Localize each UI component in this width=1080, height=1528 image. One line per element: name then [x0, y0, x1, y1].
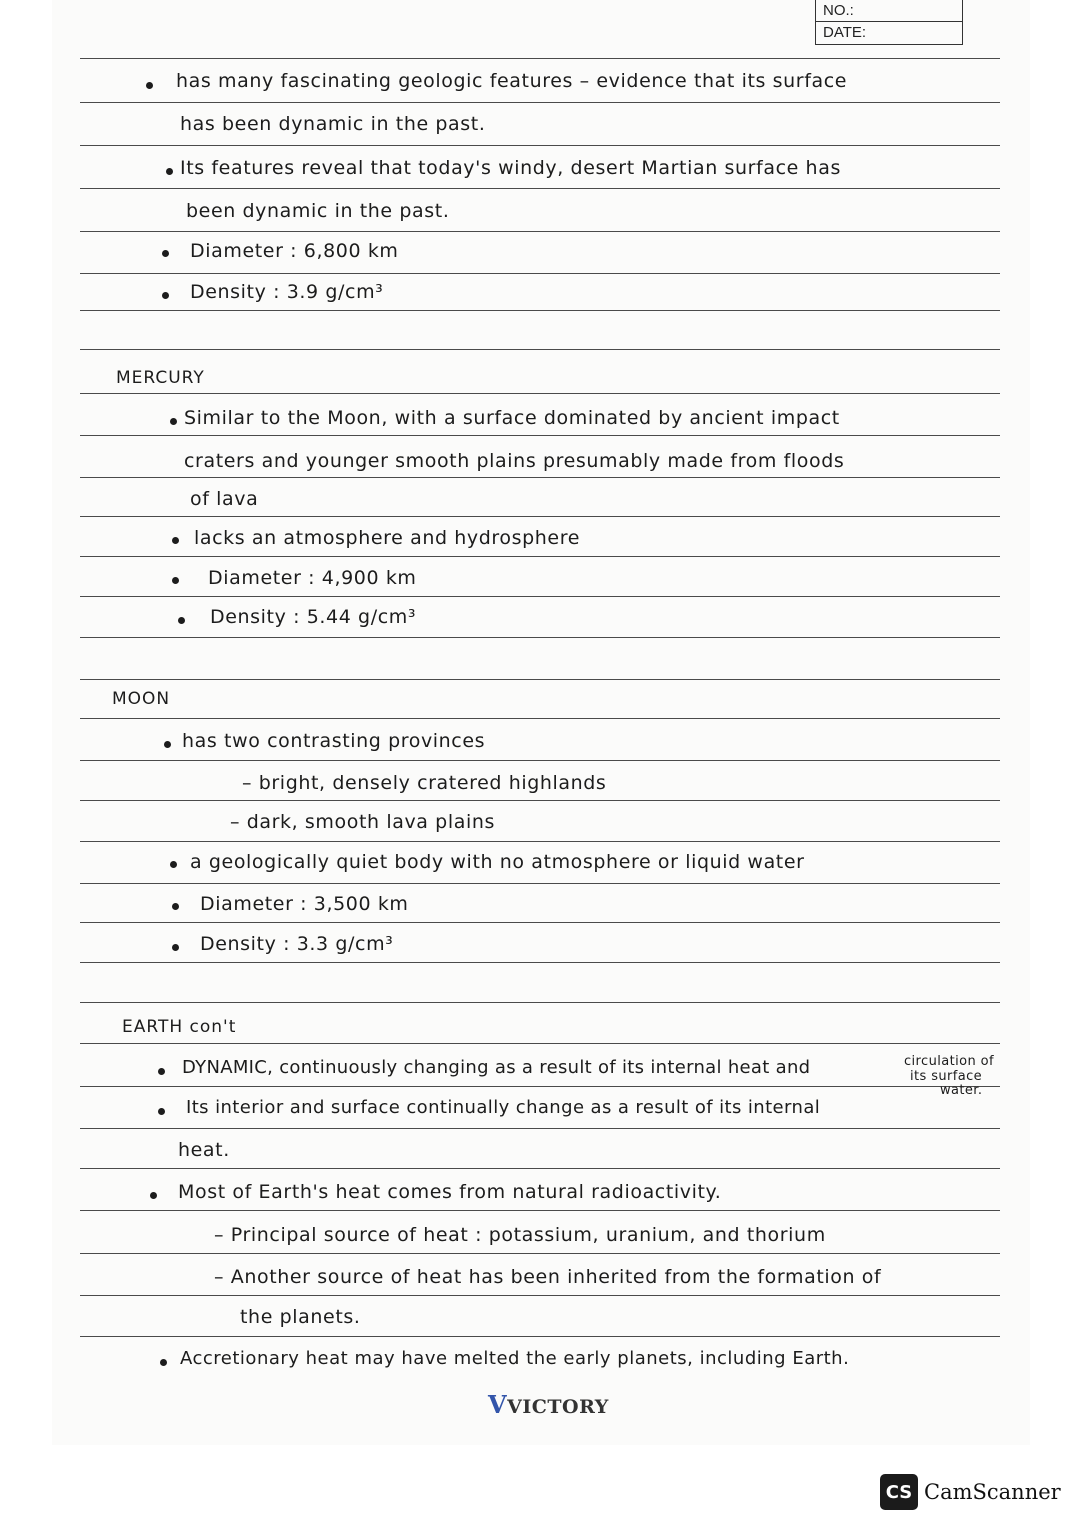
ruled-line	[80, 883, 1000, 884]
bullet	[164, 741, 171, 748]
bullet	[178, 617, 185, 624]
ruled-line	[80, 556, 1000, 557]
ruled-line	[80, 596, 1000, 597]
mars-bullet-2-line-2: been dynamic in the past.	[186, 200, 450, 222]
bullet	[170, 418, 177, 425]
ruled-line	[80, 1253, 1000, 1254]
ruled-line	[80, 760, 1000, 761]
camscanner-icon: CS	[880, 1474, 918, 1510]
bullet	[160, 1359, 167, 1366]
earth-bullet-1-note-line-1: circulation of	[904, 1054, 994, 1069]
bullet	[158, 1108, 165, 1115]
bullet	[166, 168, 173, 175]
ruled-line	[80, 922, 1000, 923]
bullet	[158, 1068, 165, 1075]
earth-bullet-2-line-1: Its interior and surface continually change as a result of its internal	[186, 1097, 821, 1118]
ruled-line	[80, 102, 1000, 103]
camscanner-watermark	[880, 1472, 1061, 1512]
mercury-diameter: Diameter : 4,900 km	[208, 567, 417, 589]
ruled-line	[80, 188, 1000, 189]
ruled-line	[80, 477, 1000, 478]
bullet	[162, 250, 169, 257]
bullet	[162, 292, 169, 299]
ruled-line	[80, 58, 1000, 59]
victory-brand-text: VICTORY	[507, 1396, 609, 1418]
moon-bullet-1: has two contrasting provinces	[182, 730, 486, 752]
ruled-line	[80, 310, 1000, 311]
ruled-line	[80, 1128, 1000, 1129]
earth-bullet-2-line-2: heat.	[178, 1139, 230, 1161]
mars-bullet-1-line-1: has many fascinating geologic features – evidence that its surface	[176, 70, 848, 92]
ruled-line	[80, 1086, 1000, 1087]
date-label: DATE:	[816, 21, 962, 43]
earth-bullet-4: Accretionary heat may have melted the early planets, including Earth.	[180, 1348, 850, 1369]
mercury-bullet-1-line-1: Similar to the Moon, with a surface dominated by ancient impact	[184, 407, 840, 429]
mercury-bullet-1-line-3: of lava	[190, 488, 259, 510]
no-label: NO.:	[823, 2, 854, 19]
mercury-heading: MERCURY	[116, 368, 205, 388]
mars-bullet-2-line-1: Its features reveal that today's windy, desert Martian surface has	[180, 157, 841, 179]
ruled-line	[80, 273, 1000, 274]
ruled-line	[80, 800, 1000, 801]
mercury-bullet-1-line-2: craters and younger smooth plains presumably made from floods	[184, 450, 845, 472]
bullet	[172, 577, 179, 584]
bullet	[146, 82, 153, 89]
bullet	[170, 861, 177, 868]
mercury-bullet-2: lacks an atmosphere and hydrosphere	[194, 527, 580, 549]
bullet	[150, 1192, 157, 1199]
victory-v-mark: V	[488, 1390, 508, 1419]
earth-bullet-1: DYNAMIC, continuously changing as a result of its internal heat and	[182, 1057, 811, 1078]
mars-density: Density : 3.9 g/cm³	[190, 281, 384, 303]
mercury-density: Density : 5.44 g/cm³	[210, 606, 417, 628]
ruled-line	[80, 349, 1000, 350]
ruled-line	[80, 1168, 1000, 1169]
earth-bullet-3: Most of Earth's heat comes from natural radioactivity.	[178, 1181, 722, 1203]
victory-logo	[488, 1390, 609, 1419]
moon-diameter: Diameter : 3,500 km	[200, 893, 409, 915]
earth-bullet-1-note-line-2: its surface	[910, 1069, 983, 1084]
mars-diameter: Diameter : 6,800 km	[190, 240, 399, 262]
bullet	[172, 537, 179, 544]
ruled-line	[80, 1210, 1000, 1211]
ruled-line	[80, 841, 1000, 842]
earth-sub-2-line-1: – Another source of heat has been inherited from the formation of	[214, 1266, 882, 1288]
moon-density: Density : 3.3 g/cm³	[200, 933, 394, 955]
ruled-line	[80, 145, 1000, 146]
ruled-line	[80, 718, 1000, 719]
moon-bullet-2: a geologically quiet body with no atmosphere or liquid water	[190, 851, 805, 873]
moon-sub-2: – dark, smooth lava plains	[230, 811, 495, 833]
ruled-line	[80, 1002, 1000, 1003]
ruled-line	[80, 962, 1000, 963]
ruled-line	[80, 1043, 1000, 1044]
mars-bullet-1-line-2: has been dynamic in the past.	[180, 113, 486, 135]
earth-sub-2-line-2: the planets.	[240, 1306, 361, 1328]
bullet	[172, 944, 179, 951]
ruled-line	[80, 637, 1000, 638]
ruled-line	[80, 516, 1000, 517]
moon-heading: MOON	[112, 689, 171, 709]
ruled-line	[80, 435, 1000, 436]
camscanner-label: CamScanner	[924, 1480, 1061, 1504]
ruled-line	[80, 679, 1000, 680]
earth-heading: EARTH con't	[122, 1017, 237, 1037]
earth-bullet-1-note-line-3: water.	[940, 1083, 983, 1098]
ruled-line	[80, 393, 1000, 394]
moon-sub-1: – bright, densely cratered highlands	[242, 772, 607, 794]
ruled-line	[80, 1336, 1000, 1337]
ruled-line	[80, 1295, 1000, 1296]
bullet	[172, 903, 179, 910]
earth-sub-1: – Principal source of heat : potassium, uranium, and thorium	[214, 1224, 826, 1246]
header-box	[815, 0, 963, 45]
ruled-line	[80, 231, 1000, 232]
